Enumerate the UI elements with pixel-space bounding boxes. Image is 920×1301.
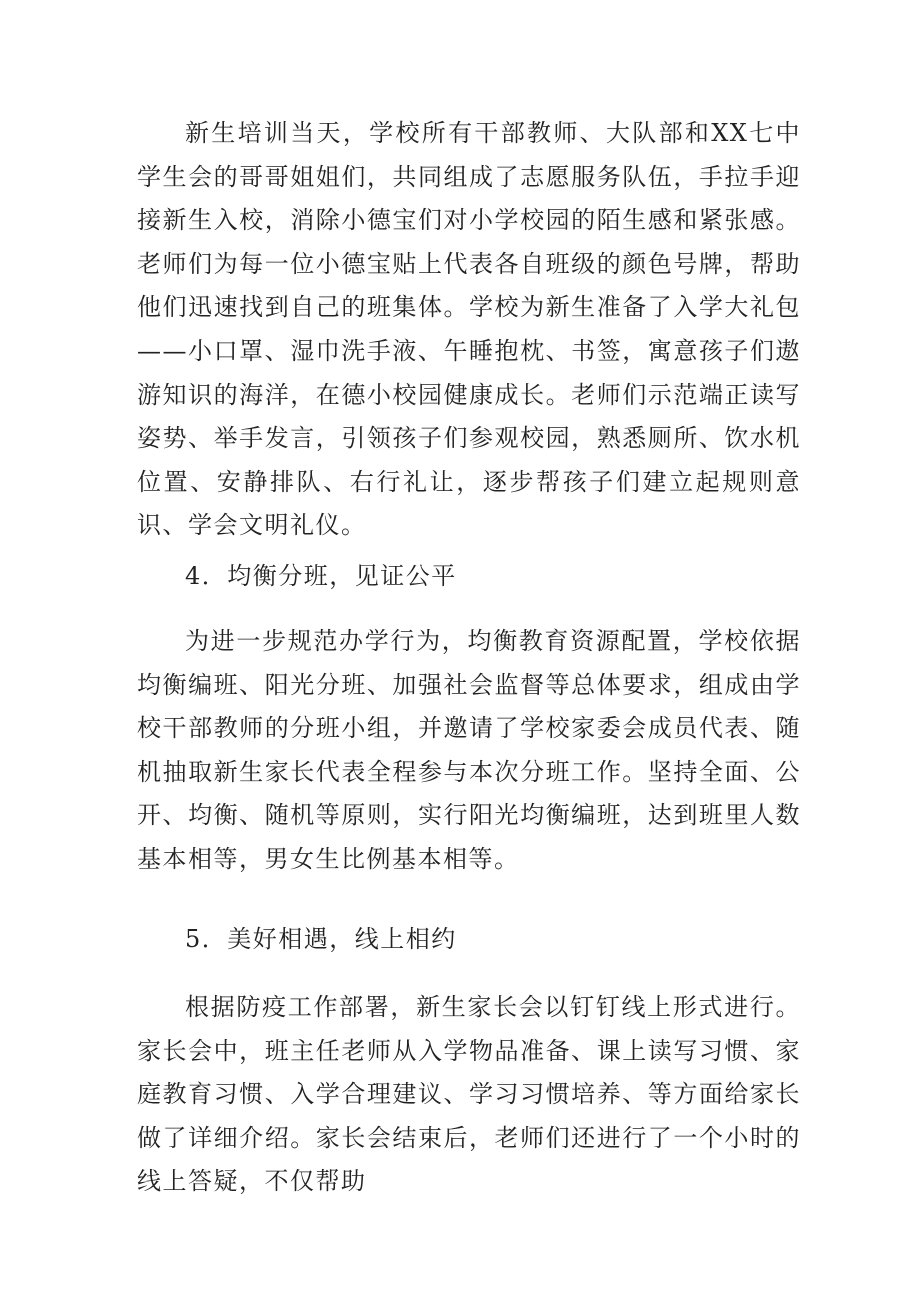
body-paragraph-class-assignment: 为进一步规范办学行为，均衡教育资源配置，学校依据均衡编班、阳光分班、加强社会监督等总体要求，组成由学校干部教师的分班小组，并邀请了学校家委会成员代表、随机抽取新生家长代表全程参与本次分班工作。坚持全面、公开、均衡、随机等原则，实行阳光均衡编班，达到班里人数基本相等，男女生比例基本相等。 — [137, 627, 801, 873]
body-paragraph-parent-meeting: 根据防疫工作部署，新生家长会以钉钉线上形式进行。家长会中，班主任老师从入学物品准备、课上读写习惯、家庭教育习惯、入学合理建议、学习习惯培养、等方面给家长做了详细介绍。家长会结束后，老师们还进行了一个小时的线上答疑，不仅帮助 — [137, 993, 801, 1196]
section-heading-online-meeting: 5．美好相遇，线上相约 — [185, 925, 457, 953]
section-heading-balanced-classes: 4．均衡分班，见证公平 — [185, 562, 457, 590]
body-paragraph-orientation: 新生培训当天，学校所有干部教师、大队部和XX七中学生会的哥哥姐姐们，共同组成了志愿服务队伍，手拉手迎接新生入校，消除小德宝们对小学校园的陌生感和紧张感。老师们为每一位小德宝贴上代表各自班级的颜色号牌，帮助他们迅速找到自己的班集体。学校为新生准备了入学大礼包——小口罩、湿巾洗手液、午睡抱枕、书签，寓意孩子们遨游知识的海洋，在德小校园健康成长。老师们示范端正读写姿势、举手发言，引领孩子们参观校园，熟悉厕所、饮水机位置、安静排队、右行礼让，逐步帮孩子们建立起规则意识、学会文明礼仪。 — [137, 119, 801, 540]
